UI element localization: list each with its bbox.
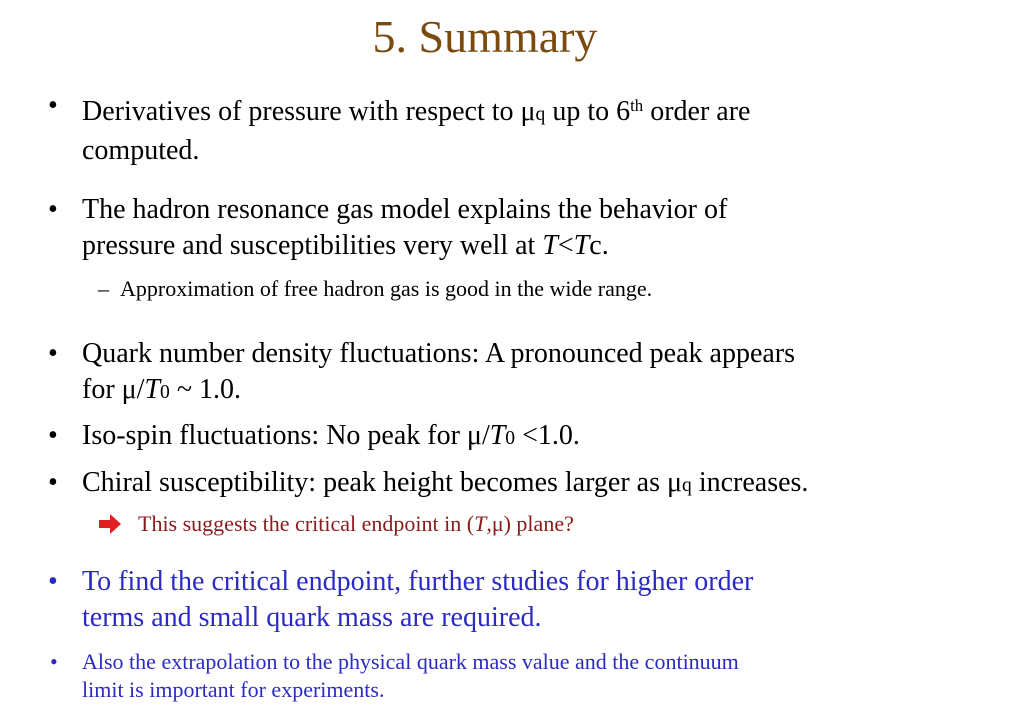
bullet-text: To find the critical endpoint, further studies for higher order terms and small quark mass are required.	[82, 566, 754, 633]
bullet-marker: •	[48, 338, 58, 369]
page-title: 5. Summary	[372, 11, 598, 62]
bullet-text: Quark number density fluctuations: A pronounced peak appears for μ/T0 ~ 1.0.	[82, 338, 796, 405]
bullet-marker: •	[48, 90, 58, 121]
bullet-marker: •	[48, 467, 58, 498]
bullet-text: Chiral susceptibility: peak height becomes larger as μq increases.	[82, 467, 809, 498]
sub-item-text: This suggests the critical endpoint in (T,μ) plane?	[138, 511, 574, 536]
bullet-marker: •	[48, 194, 58, 225]
bullet-text: Derivatives of pressure with respect to μq up to 6th order are computed.	[82, 96, 751, 166]
sub-item-text: Approximation of free hadron gas is good in the wide range.	[120, 276, 653, 301]
dash-marker: –	[98, 276, 109, 301]
right-arrow-icon	[98, 513, 122, 542]
bullet-marker: •	[48, 420, 58, 451]
bullet-marker: •	[50, 649, 58, 674]
bullet-text: The hadron resonance gas model explains the behavior of pressure and susceptibilities very well at T<Tc.	[82, 194, 728, 261]
bullet-text: Also the extrapolation to the physical quark mass value and the continuum limit is important for experiments.	[82, 649, 739, 702]
bullet-text: Iso-spin fluctuations: No peak for μ/T0 <1.0.	[82, 420, 580, 451]
bullet-marker: •	[48, 566, 58, 597]
